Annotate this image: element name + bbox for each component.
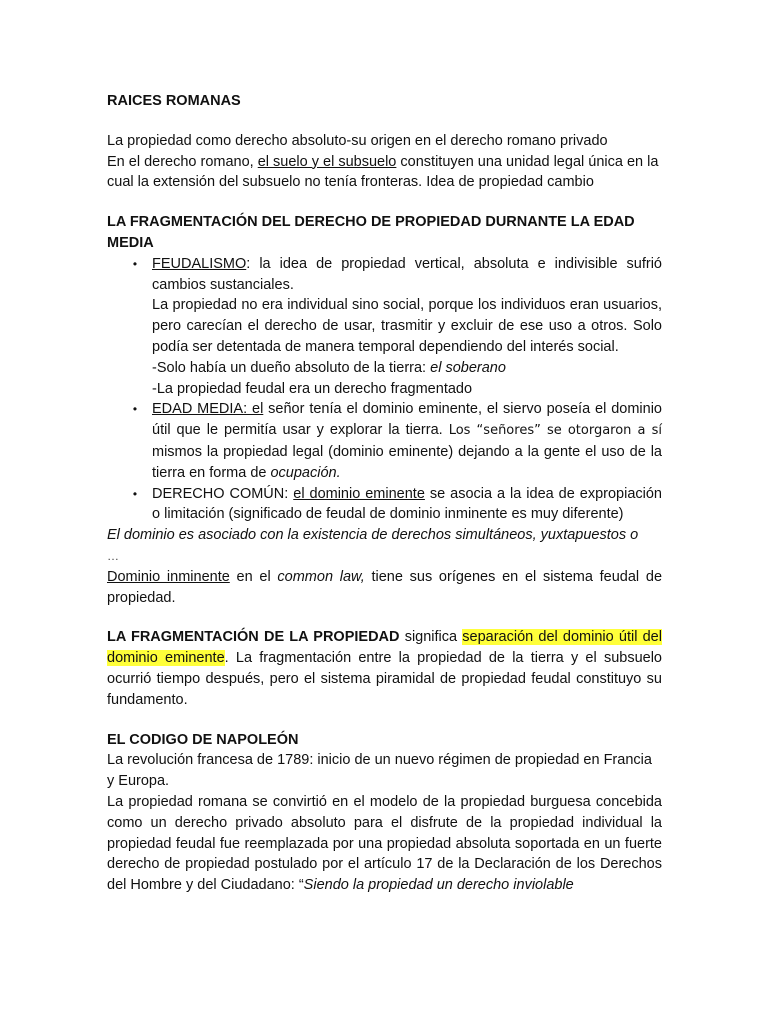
text-run: tiene sus orígenes en el sistema feudal de propiedad. — [107, 568, 663, 606]
text-run: En el derecho romano, — [107, 153, 258, 170]
italic-common-law: common law, — [277, 568, 365, 585]
bold-fragmentacion: LA FRAGMENTACIÓN DE LA PROPIEDAD — [107, 629, 400, 646]
italic-dominio-asociado: El dominio es asociado con la existencia de derechos simultáneos, yuxtapuestos o — [107, 527, 639, 544]
edad-media-text — [152, 399, 662, 483]
term-feudalismo: FEUDALISMO — [152, 255, 247, 272]
text-run: -Solo había un dueño absoluto de la tierra: — [152, 359, 431, 376]
list-item-edad-media — [107, 399, 662, 483]
underlined-dominio-eminente: el dominio eminente — [293, 485, 425, 502]
text-run: constituyen una unidad legal única en la cual la extensión del subsuelo no tenía fronteras. Idea de propiedad cambio — [107, 153, 659, 191]
document-body — [107, 91, 662, 896]
text-run: mismos la propiedad legal (dominio eminente) dejando a la gente el uso de la tierra en forma de — [152, 443, 662, 481]
heading-fragmentacion-edad-media: LA FRAGMENTACIÓN DEL DERECHO DE PROPIEDAD DURNANTE LA EDAD MEDIA — [107, 214, 635, 251]
paragraph-propiedad-burguesa — [107, 792, 662, 896]
text-run: . La fragmentación entre la propiedad de la tierra y el subsuelo ocurrió tiempo después, pero el sistema piramidal de propiedad feudal constituyo su fundamento. — [107, 650, 662, 708]
list-item-derecho-comun — [107, 484, 662, 526]
feudalismo-intro — [152, 254, 662, 296]
heading-raices-romanas: RAICES ROMANAS — [107, 93, 241, 109]
text-run: : la idea de propiedad vertical, absoluta e indivisible sufrió cambios sustanciales. — [152, 255, 662, 293]
paragraph-propiedad-absoluta: La propiedad como derecho absoluto-su origen en el derecho romano privado — [107, 132, 608, 149]
text-run: señor tenía el dominio eminente, el siervo poseía el dominio útil que le permitía usar y explorar la tierra. — [152, 401, 662, 439]
ellipsis-line: … — [107, 548, 119, 563]
text-run: se asocia a la idea de expropiación o limitación (significado de feudal de dominio inminente es muy diferente) — [152, 485, 663, 523]
list-item-feudalismo — [107, 254, 662, 400]
bullet-list — [107, 254, 662, 525]
bullet-icon: • — [132, 486, 138, 501]
text-run: significa — [399, 629, 463, 646]
bullet-icon: • — [132, 402, 138, 417]
derecho-comun-text — [152, 484, 662, 526]
heading-codigo-napoleon: EL CODIGO DE NAPOLEÓN — [107, 731, 299, 748]
underlined-suelo-subsuelo: el suelo y el subsuelo — [257, 153, 397, 170]
text-run: en el — [229, 568, 278, 585]
feudalismo-soberano — [152, 358, 662, 379]
paragraph-revolucion-francesa: La revolución francesa de 1789: inicio de un nuevo régimen de propiedad en Francia y Europa. — [107, 752, 652, 790]
highlighted-separacion-dominio: separación del dominio útil del dominio eminente — [107, 629, 662, 667]
feudalismo-fragmentado: -La propiedad feudal era un derecho fragmentado — [152, 380, 473, 397]
italic-derecho-inviolable: Siendo la propiedad un derecho inviolable — [303, 877, 574, 894]
underlined-dominio-inminente: Dominio inminente — [107, 568, 230, 585]
italic-ocupacion: ocupación. — [270, 464, 341, 481]
text-run: La propiedad romana se convirtió en el modelo de la propiedad burguesa concebida como un derecho privado absoluto para el disfrute de la propiedad individual la propiedad feudal fue reemplazada por una propiedad absoluta soportada en un fuerte derecho de propiedad postulado por el artículo 17 de la Declaración de los Derechos del Hombre y del Ciudadano: “ — [107, 793, 662, 894]
text-run-senores: Los “señores” se otorgaron a sí — [448, 423, 662, 439]
paragraph-derecho-romano — [107, 152, 662, 194]
italic-soberano: el soberano — [430, 359, 506, 376]
paragraph-fragmentacion-propiedad — [107, 627, 662, 710]
paragraph-dominio-inminente — [107, 567, 662, 609]
term-edad-media: EDAD MEDIA: el — [152, 401, 264, 418]
feudalismo-detail: La propiedad no era individual sino social, porque los individuos eran usuarios, pero carecían el derecho de usar, trasmitir y excluir de ese uso a otros. Solo podía ser detentada de manera temporal dependiendo del interés social. — [152, 297, 662, 355]
bullet-icon: • — [132, 256, 138, 271]
text-run: DERECHO COMÚN: — [152, 485, 294, 502]
